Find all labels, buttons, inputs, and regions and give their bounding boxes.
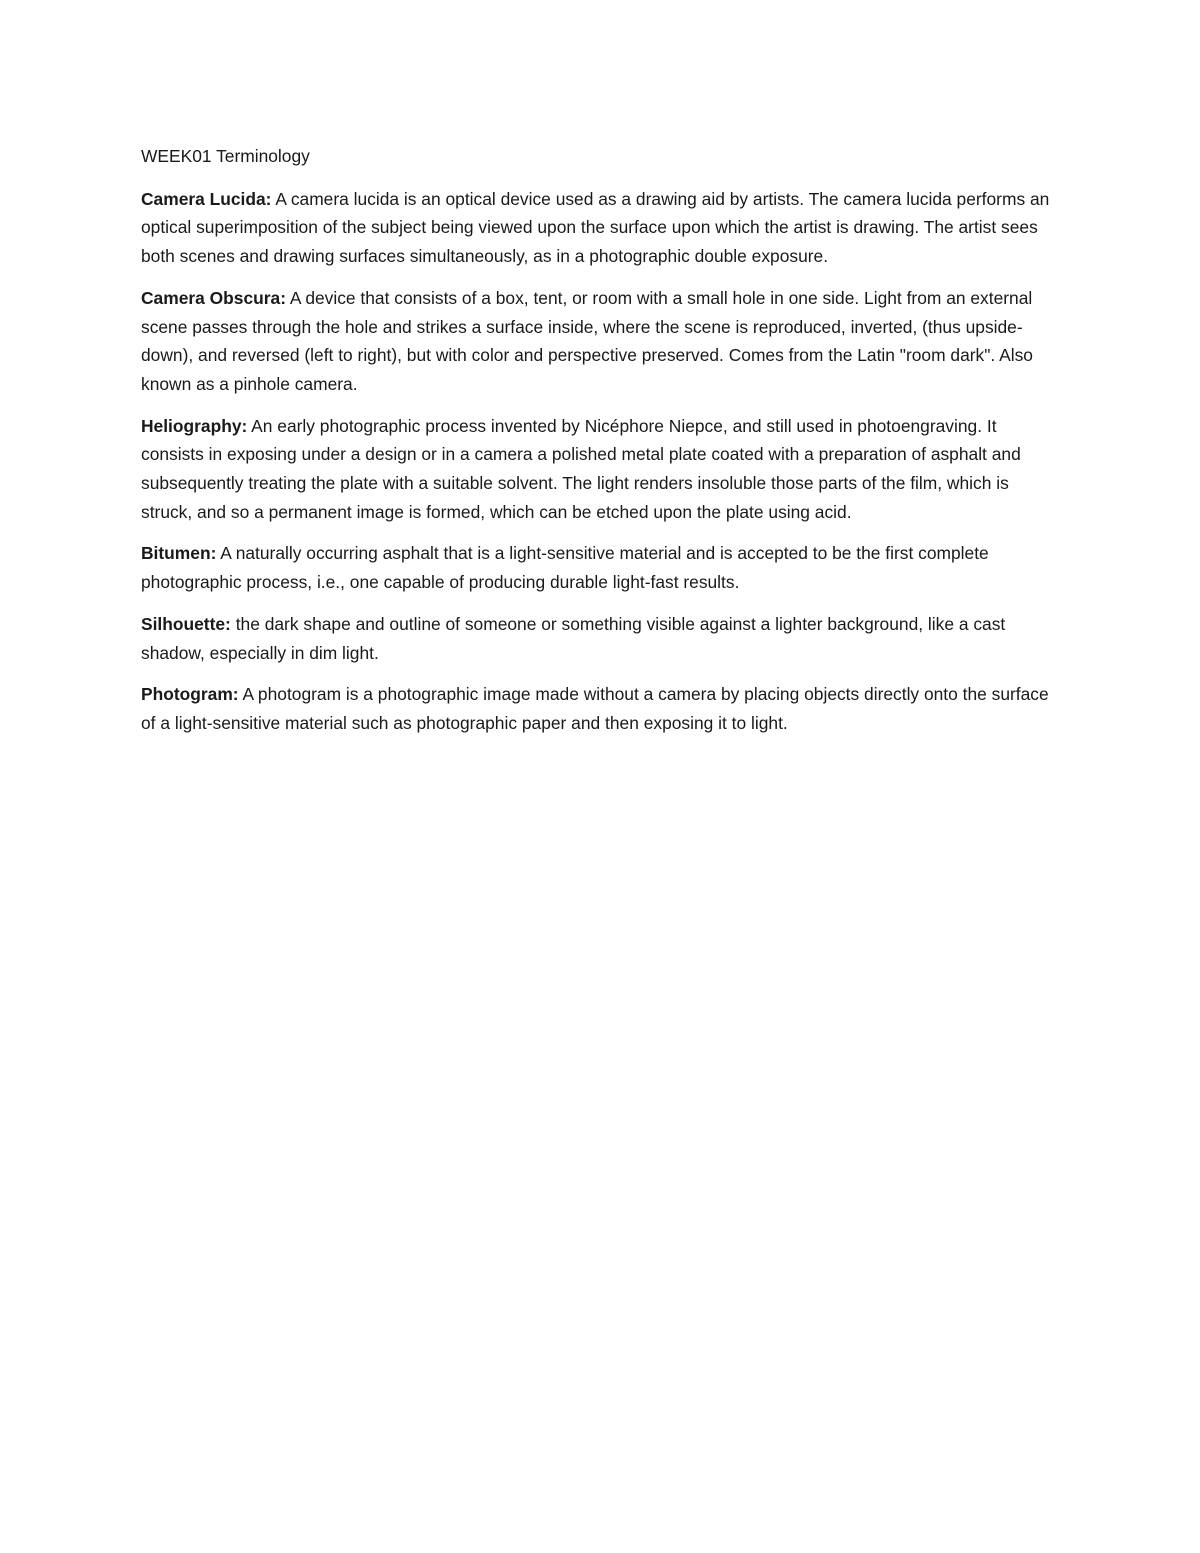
term-definition: An early photographic process invented by Nicéphore Niepce, and still used in photoengraving. It consists in exposing under a design or in a camera a polished metal plate coated with a preparation of asphalt and subsequently treating the plate with a suitable solvent. The light renders insoluble those parts of the film, which is struck, and so a permanent image is formed, which can be etched upon the plate using acid.	[141, 415, 1021, 522]
entry-silhouette	[141, 610, 1061, 667]
entry-photogram	[141, 680, 1061, 737]
term-definition: A photogram is a photographic image made without a camera by placing objects directly onto the surface of a light-sensitive material such as photographic paper and then exposing it to light.	[141, 684, 1049, 733]
entry-bitumen	[141, 539, 1061, 596]
term-label: Bitumen:	[141, 543, 217, 564]
entry-camera-obscura	[141, 284, 1061, 399]
term-label: Camera Obscura:	[141, 287, 286, 308]
term-label: Camera Lucida:	[141, 188, 272, 209]
term-definition: A camera lucida is an optical device used as a drawing aid by artists. The camera lucida performs an optical superimposition of the subject being viewed upon the surface upon which the artist is drawing. The artist sees both scenes and drawing surfaces simultaneously, as in a photographic double exposure.	[141, 188, 1050, 267]
entry-heliography	[141, 412, 1061, 527]
document-title: WEEK01 Terminology	[141, 146, 310, 166]
term-definition: A device that consists of a box, tent, or room with a small hole in one side. Light from an external scene passes through the hole and strikes a surface inside, where the scene is reproduced, inverted, (thus upside-down), and reversed (left to right), but with color and perspective preserved. Comes from the Latin "room dark". Also known as a pinhole camera.	[141, 287, 1033, 394]
term-label: Heliography:	[141, 415, 248, 436]
term-label: Photogram:	[141, 684, 239, 705]
document-body	[141, 142, 1061, 751]
term-definition: A naturally occurring asphalt that is a light-sensitive material and is accepted to be the first complete photographic process, i.e., one capable of producing durable light-fast results.	[141, 543, 989, 593]
entry-camera-lucida	[141, 185, 1061, 271]
term-definition: the dark shape and outline of someone or something visible against a lighter background, like a cast shadow, especially in dim light.	[141, 613, 1006, 663]
term-label: Silhouette:	[141, 613, 231, 634]
